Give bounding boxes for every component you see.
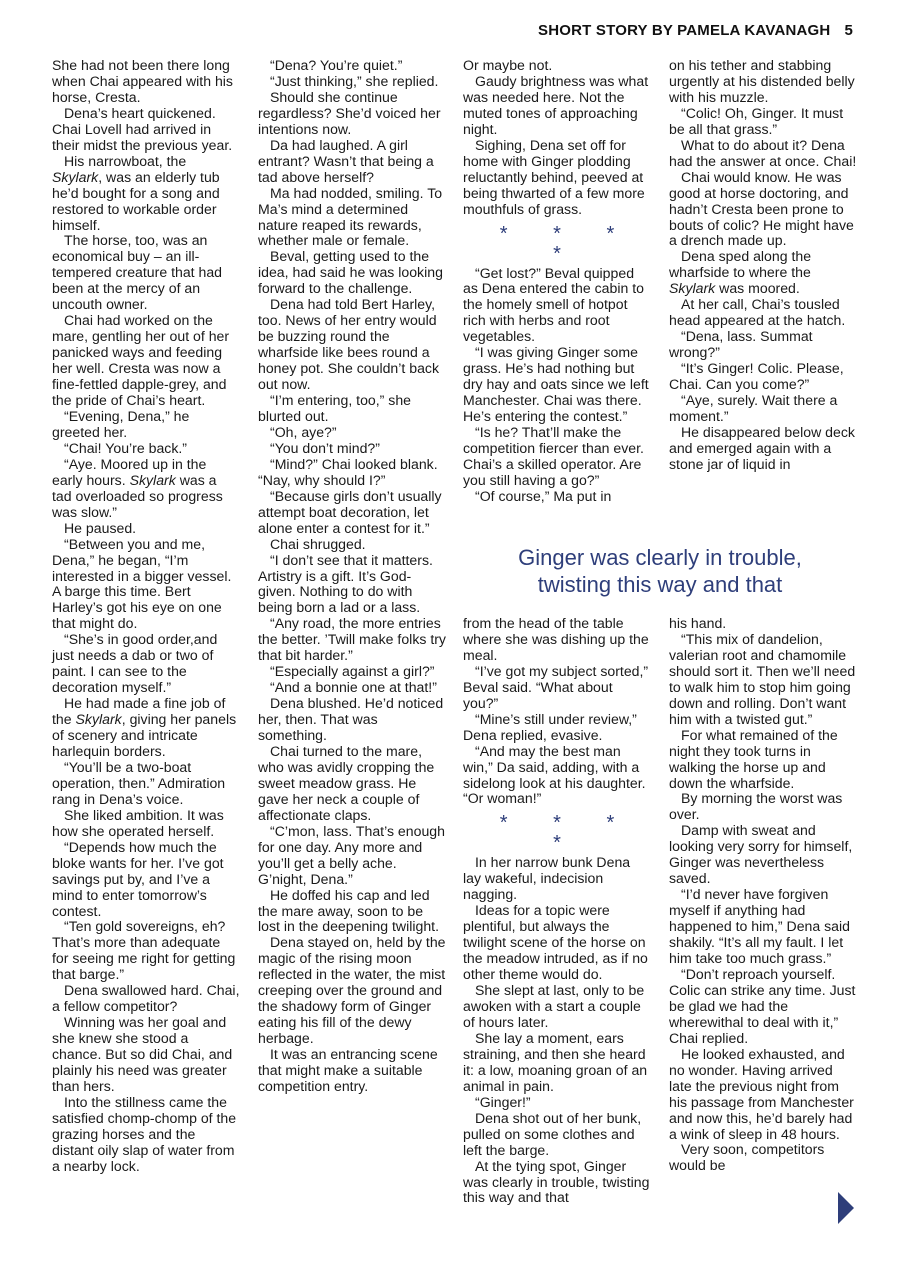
section-separator: * * * *	[499, 812, 635, 855]
paragraph: “Dena? You’re quiet.”	[270, 57, 403, 73]
triangle-right-icon	[838, 1192, 854, 1224]
paragraph: “Aye, surely. Wait there a moment.”	[669, 392, 838, 424]
paragraph: Dena swallowed hard. Chai, a fellow competitor?	[52, 982, 240, 1015]
paragraph: “Oh, aye?”	[270, 423, 337, 440]
paragraph: It was an entrancing scene that might make a suitable competition entry.	[258, 1046, 438, 1094]
paragraph: “Evening, Dena,” he greeted her.	[52, 407, 190, 440]
column-3-top	[463, 58, 651, 505]
paragraph: “This mix of dandelion, valerian root and chamomile should sort it. Then we’ll need to walk him to stop him going down and rolling. Don’t want him with a twisted gut.”	[669, 630, 856, 727]
column-4-bottom	[669, 616, 857, 1174]
paragraph: At her call, Chai’s tousled head appeared at the hatch.	[669, 296, 846, 329]
paragraph: Dena’s heart quickened. Chai Lovell had arrived in their midst the previous year.	[52, 104, 233, 153]
paragraph: “I’m entering, too,” she blurted out.	[258, 392, 411, 424]
paragraph: “You’ll be a two-boat operation, then.” Admiration rang in Dena’s voice.	[52, 758, 226, 807]
paragraph: Ideas for a topic were plentiful, but always the twilight scene of the horse on the meadow intruded, as if no other theme would do.	[463, 902, 648, 983]
pull-quote-line: twisting this way and that	[537, 572, 783, 597]
paragraph: “Colic! Oh, Ginger. It must be all that grass.”	[669, 104, 844, 137]
paragraph: Or maybe not.	[463, 57, 553, 73]
paragraph: He looked exhausted, and no wonder. Having arrived late the previous night from his passage from Manchester and now this, he’d barely had a wink of sleep in 48 hours.	[669, 1045, 854, 1142]
paragraph: “She’s in good order,and just needs a dab or two of paint. I can see to the decoration myself.”	[52, 631, 218, 696]
paragraph: He doffed his cap and led the mare away, soon to be lost in the deepening twilight.	[258, 886, 439, 935]
paragraph: “I don’t see that it matters. Artistry is a gift. It’s God-given. Nothing to do with being born a lad or a lass.	[258, 551, 433, 616]
section-separator: * * * *	[499, 222, 635, 265]
paragraph: She slept at last, only to be awoken with a start a couple of hours later.	[463, 982, 645, 1030]
paragraph: Into the stillness came the satisfied chomp-chomp of the grazing horses and the distant oily slap of water from a nearby lock.	[52, 1093, 237, 1174]
paragraph: Winning was her goal and she knew she stood a chance. But so did Chai, and plainly his need was greater than hers.	[52, 1014, 233, 1094]
paragraph: “Ten gold sovereigns, eh? That’s more than adequate for seeing me right for getting that barge.”	[52, 918, 236, 983]
paragraph: “Ginger!”	[475, 1093, 531, 1110]
paragraph: Dena stayed on, held by the magic of the rising moon reflected in the water, the mist creeping over the ground and the shadowy form of Ginger eating his fill of the dewy herbage.	[258, 934, 446, 1047]
paragraph: Beval, getting used to the idea, had said he was looking forward to the challenge.	[258, 248, 443, 297]
column-3-bottom	[463, 616, 651, 1206]
paragraph: “Especially against a girl?”	[270, 663, 435, 680]
paragraph: He paused.	[64, 519, 137, 536]
paragraph: “Any road, the more entries the better. ’Twill make folks try that bit harder.”	[258, 615, 446, 664]
column-2	[258, 58, 446, 1095]
paragraph: “And may the best man win,” Da said, adding, with a sidelong look at his daughter. “Or woman!”	[463, 742, 646, 807]
paragraph: Sighing, Dena set off for home with Ginger plodding reluctantly behind, peeved at being thwarted of a few more mouthfuls of grass.	[463, 136, 645, 217]
paragraph: The horse, too, was an economical buy – an ill-tempered creature that had been at the mercy of an uncouth owner.	[52, 232, 223, 313]
paragraph: Damp with sweat and looking very sorry for himself, Ginger was nevertheless saved.	[669, 822, 853, 887]
paragraph: from the head of the table where she was dishing up the meal.	[463, 615, 649, 663]
paragraph: He disappeared below deck and emerged again with a stone jar of liquid in	[669, 423, 855, 472]
column-1	[52, 58, 240, 1175]
page-number: 5	[844, 22, 853, 39]
paragraph: “Of course,” Ma put in	[475, 487, 612, 504]
pull-quote	[463, 544, 857, 598]
paragraph: He had made a fine job of the Skylark, giving her panels of scenery and intricate harlequin borders.	[52, 695, 237, 759]
paragraph: She liked ambition. It was how she operated herself.	[52, 806, 224, 839]
paragraph: By morning the worst was over.	[669, 790, 843, 823]
header-title: SHORT STORY BY PAMELA KAVANAGH	[538, 22, 831, 39]
paragraph: “Just thinking,” she replied.	[270, 72, 439, 89]
paragraph: on his tether and stabbing urgently at his distended belly with his muzzle.	[669, 57, 855, 105]
paragraph: “I’ve got my subject sorted,” Beval said. “What about you?”	[463, 662, 649, 711]
paragraph: Dena sped along the wharfside to where the Skylark was moored.	[669, 248, 812, 297]
paragraph: “Don’t reproach yourself. Colic can strike any time. Just be glad we had the wherewithal to deal with it,” Chai replied.	[669, 965, 856, 1046]
paragraph: Chai turned to the mare, who was avidly cropping the sweet meadow grass. He gave her neck a couple of affectionate claps.	[258, 742, 435, 823]
paragraph: Chai shrugged.	[270, 535, 366, 552]
paragraph: At the tying spot, Ginger was clearly in trouble, twisting this way and that	[463, 1157, 650, 1206]
paragraph: “Aye. Moored up in the early hours. Skylark was a tad overloaded so progress was slow.”	[52, 455, 223, 520]
pull-quote-line: Ginger was clearly in trouble,	[518, 545, 802, 570]
paragraph: “It’s Ginger! Colic. Please, Chai. Can you come?”	[669, 360, 844, 393]
paragraph: His narrowboat, the Skylark, was an elderly tub he’d bought for a song and restored to workable order himself.	[52, 152, 220, 233]
paragraph: She lay a moment, ears straining, and then she heard it: a low, moaning groan of an animal in pain.	[463, 1029, 648, 1094]
paragraph: Chai would know. He was good at horse doctoring, and hadn’t Cresta been prone to bouts of colic? He might have a drench made up.	[669, 168, 854, 249]
paragraph: For what remained of the night they took turns in walking the horse up and down the wharfside.	[669, 726, 838, 791]
paragraph: “Because girls don’t usually attempt boat decoration, let alone enter a contest for it.”	[258, 487, 442, 536]
paragraph: “C’mon, lass. That’s enough for one day. Any more and you’ll get a belly ache. G’night, Dena.”	[258, 822, 445, 887]
paragraph: “Dena, lass. Summat wrong?”	[669, 328, 813, 361]
paragraph: “Chai! You’re back.”	[64, 439, 187, 456]
paragraph: Da had laughed. A girl entrant? Wasn’t that being a tad above herself?	[258, 136, 434, 185]
paragraph: “Mine’s still under review,” Dena replied, evasive.	[463, 710, 637, 743]
paragraph: Ma had nodded, smiling. To Ma’s mind a determined nature reaped its rewards, whether male or female.	[258, 184, 443, 249]
paragraph: “Between you and me, Dena,” he began, “I’m interested in a bigger vessel. A barge this time. Bert Harley’s got his eye on one that might do.	[52, 535, 232, 632]
paragraph: “Mind?” Chai looked blank. “Nay, why should I?”	[258, 455, 438, 488]
paragraph: “And a bonnie one at that!”	[270, 679, 437, 696]
paragraph: Should she continue regardless? She’d voiced her intentions now.	[258, 88, 441, 137]
paragraph: Dena shot out of her bunk, pulled on some clothes and left the barge.	[463, 1109, 642, 1158]
paragraph: “Depends how much the bloke wants for her. I’ve got savings put by, and I’ve a mind to enter tomorrow’s contest.	[52, 838, 224, 919]
paragraph: Very soon, competitors would be	[669, 1141, 825, 1174]
paragraph: What to do about it? Dena had the answer at once. Chai!	[669, 136, 857, 169]
column-4-top	[669, 58, 857, 473]
paragraph: Dena blushed. He’d noticed her, then. That was something.	[258, 695, 444, 744]
paragraph: “I was giving Ginger some grass. He’s had nothing but dry hay and oats since we left Manchester. Chai was there. He’s entering the contest.”	[463, 344, 649, 425]
paragraph: his hand.	[669, 615, 727, 631]
paragraph: “Get lost?” Beval quipped as Dena entered the cabin to the homely smell of hotpot rich with herbs and root vegetables.	[463, 264, 644, 345]
paragraph: “Is he? That’ll make the competition fiercer than ever. Chai’s a skilled operator. Are you still having a go?”	[463, 424, 644, 488]
paragraph: In her narrow bunk Dena lay wakeful, indecision nagging.	[463, 854, 631, 903]
paragraph: She had not been there long when Chai appeared with his horse, Cresta.	[52, 57, 233, 105]
paragraph: “You don’t mind?”	[270, 439, 380, 456]
paragraph: Chai had worked on the mare, gentling her out of her panicked ways and feeding her well. Cresta was now a fine-fettled dapple-grey, and the pride of Chai’s heart.	[52, 312, 230, 409]
running-header	[538, 22, 853, 39]
paragraph: Dena had told Bert Harley, too. News of her entry would be buzzing round the wharfside like bees round a honey pot. She couldn’t back out now.	[258, 296, 439, 393]
paragraph: Gaudy brightness was what was needed here. Not the muted tones of approaching night.	[463, 72, 649, 137]
paragraph: “I’d never have forgiven myself if anything had happened to him,” Dena said shakily. “It’s all my fault. I let him take too much grass.”	[669, 886, 850, 967]
